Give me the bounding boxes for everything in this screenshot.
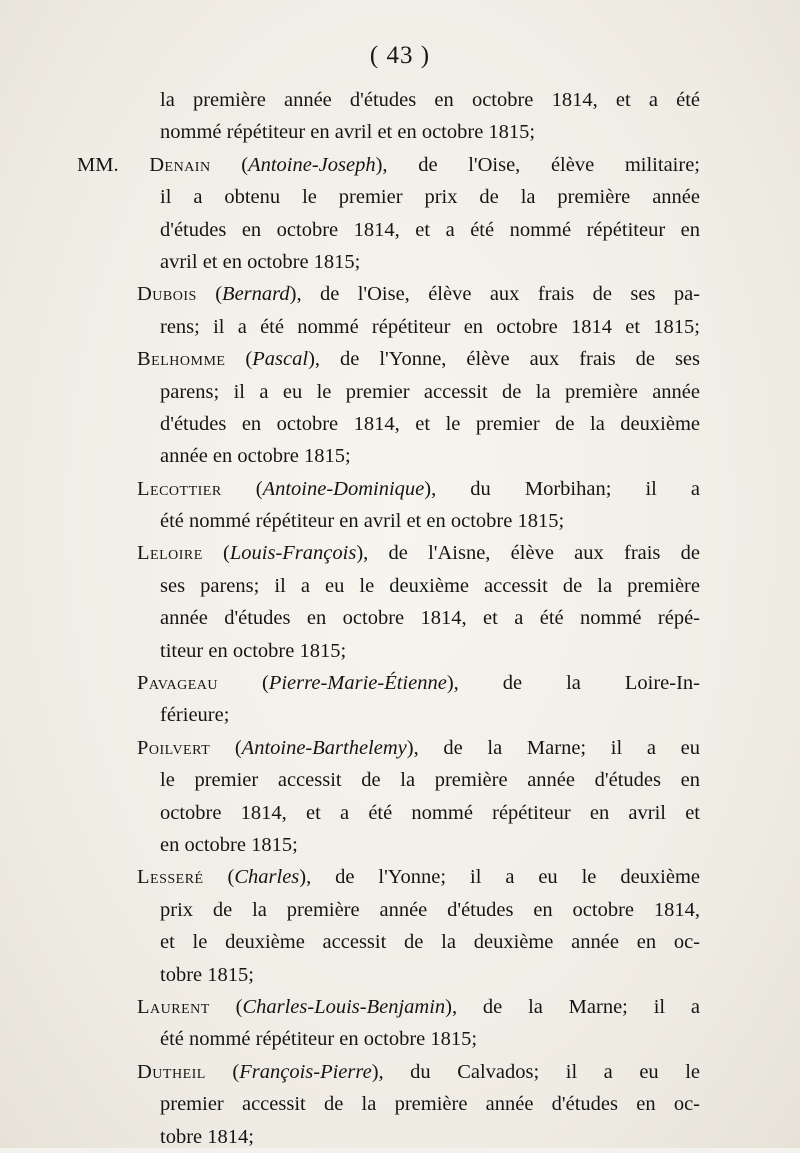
line-text: titeur en octobre 1815; xyxy=(160,639,347,662)
text-line xyxy=(160,797,700,829)
line-text: en octobre 1815; xyxy=(160,833,298,856)
text-line xyxy=(160,505,800,537)
line-text: ( xyxy=(225,348,253,371)
line-text: ( xyxy=(209,995,243,1018)
text-line xyxy=(160,894,700,926)
line-text: d'études en octobre 1814, et a été nommé répétiteur en xyxy=(160,218,700,241)
text-line xyxy=(137,343,700,375)
student-given-names: François-Pierre xyxy=(239,1060,372,1083)
line-text: parens; il a eu le premier accessit de la première année xyxy=(160,380,700,403)
line-text: ( xyxy=(196,283,223,306)
student-surname: Belhomme xyxy=(137,348,226,371)
student-given-names: Pascal xyxy=(252,348,309,371)
student-given-names: Antoine-Barthelemy xyxy=(241,736,407,759)
text-line xyxy=(137,1056,700,1088)
line-text: ), du Morbihan; il a xyxy=(424,477,700,500)
text-line xyxy=(137,861,700,893)
text-line xyxy=(160,1023,800,1055)
line-text: ), de la Marne; il a eu xyxy=(406,736,700,759)
text-line xyxy=(137,667,700,699)
text-line xyxy=(160,926,700,958)
student-surname: Lecottier xyxy=(137,477,222,500)
line-text: tobre 1814; xyxy=(160,1125,254,1148)
line-text: été nommé répétiteur en octobre 1815; xyxy=(160,1028,478,1051)
line-text: été nommé répétiteur en avril et en octobre 1815; xyxy=(160,510,565,533)
student-surname: Lesseré xyxy=(137,866,204,889)
text-line xyxy=(137,278,700,310)
line-text: ( xyxy=(202,542,230,565)
text-line xyxy=(160,181,700,213)
line-text: MM. xyxy=(77,153,150,176)
line-text: ses parens; il a eu le deuxième accessit de la première xyxy=(160,574,700,597)
text-line xyxy=(160,570,700,602)
text-line xyxy=(160,84,700,116)
student-given-names: Charles xyxy=(234,866,300,889)
text-line xyxy=(160,764,700,796)
line-text: tobre 1815; xyxy=(160,963,254,986)
line-text: avril et en octobre 1815; xyxy=(160,250,361,273)
line-text: ( xyxy=(203,866,235,889)
text-line xyxy=(137,991,700,1023)
student-surname: Pavageau xyxy=(137,672,219,695)
line-text: nommé répétiteur en avril et en octobre 1815; xyxy=(160,121,536,144)
student-given-names: Bernard xyxy=(222,283,290,306)
line-text: d'études en octobre 1814, et le premier de la deuxième xyxy=(160,412,700,435)
text-line xyxy=(160,1088,700,1120)
line-text: premier accessit de la première année d'études en oc- xyxy=(160,1093,700,1116)
text-line xyxy=(137,473,700,505)
student-given-names: Antoine-Joseph xyxy=(248,153,376,176)
text-line xyxy=(160,1121,800,1153)
text-line xyxy=(160,214,700,246)
line-text: ), de l'Yonne; il a eu le deuxième xyxy=(299,866,700,889)
text-line xyxy=(160,376,700,408)
student-surname: Denain xyxy=(149,153,211,176)
text-line xyxy=(137,732,700,764)
line-text: année en octobre 1815; xyxy=(160,445,351,468)
student-given-names: Pierre-Marie-Étienne xyxy=(268,672,447,695)
student-entries xyxy=(0,84,800,1153)
text-line xyxy=(77,149,700,181)
student-surname: Leloire xyxy=(137,542,203,565)
line-text: ( xyxy=(221,477,263,500)
line-text: ), de l'Yonne, élève aux frais de ses xyxy=(308,348,700,371)
student-given-names: Antoine-Dominique xyxy=(262,477,425,500)
text-line xyxy=(160,635,800,667)
line-text: ), de l'Oise, élève aux frais de ses pa- xyxy=(289,283,700,306)
line-text: ), de la Loire-In- xyxy=(446,672,700,695)
text-line xyxy=(160,440,800,472)
line-text: ( xyxy=(205,1060,240,1083)
student-surname: Poilvert xyxy=(137,736,211,759)
line-text: ( xyxy=(210,153,249,176)
text-line xyxy=(160,116,800,148)
text-line xyxy=(160,246,800,278)
line-text: ( xyxy=(218,672,269,695)
line-text: le premier accessit de la première année d'études en xyxy=(160,769,700,792)
line-text: la première année d'études en octobre 1814, et a été xyxy=(160,89,700,111)
line-text: prix de la première année d'études en octobre 1814, xyxy=(160,898,700,921)
text-line xyxy=(160,602,700,634)
line-text: ), de l'Aisne, élève aux frais de xyxy=(356,542,700,565)
page-number: ( 43 ) xyxy=(369,42,431,69)
student-surname: Dutheil xyxy=(137,1060,206,1083)
student-given-names: Louis-François xyxy=(229,542,357,565)
text-line xyxy=(160,311,700,343)
student-given-names: Charles-Louis-Benjamin xyxy=(242,995,446,1018)
line-text: ), de la Marne; il a xyxy=(445,995,700,1018)
line-text: rens; il a été nommé répétiteur en octobre 1814 et 1815; xyxy=(160,315,700,338)
line-text: octobre 1814, et a été nommé répétiteur en avril et xyxy=(160,801,700,824)
text-line xyxy=(137,537,700,569)
line-text: et le deuxième accessit de la deuxième année en oc- xyxy=(160,931,700,954)
line-text: ), du Calvados; il a eu le xyxy=(371,1060,700,1083)
line-text: ), de l'Oise, élève militaire; xyxy=(375,153,700,176)
text-line xyxy=(160,408,700,440)
line-text: férieure; xyxy=(160,704,230,727)
student-surname: Laurent xyxy=(137,995,210,1018)
student-surname: Dubois xyxy=(137,283,197,306)
text-line xyxy=(160,699,800,731)
line-text: année d'études en octobre 1814, et a été nommé répé- xyxy=(160,607,700,630)
line-text: ( xyxy=(210,736,242,759)
text-line xyxy=(160,959,800,991)
line-text: il a obtenu le premier prix de la première année xyxy=(160,186,700,209)
text-line xyxy=(160,829,800,861)
